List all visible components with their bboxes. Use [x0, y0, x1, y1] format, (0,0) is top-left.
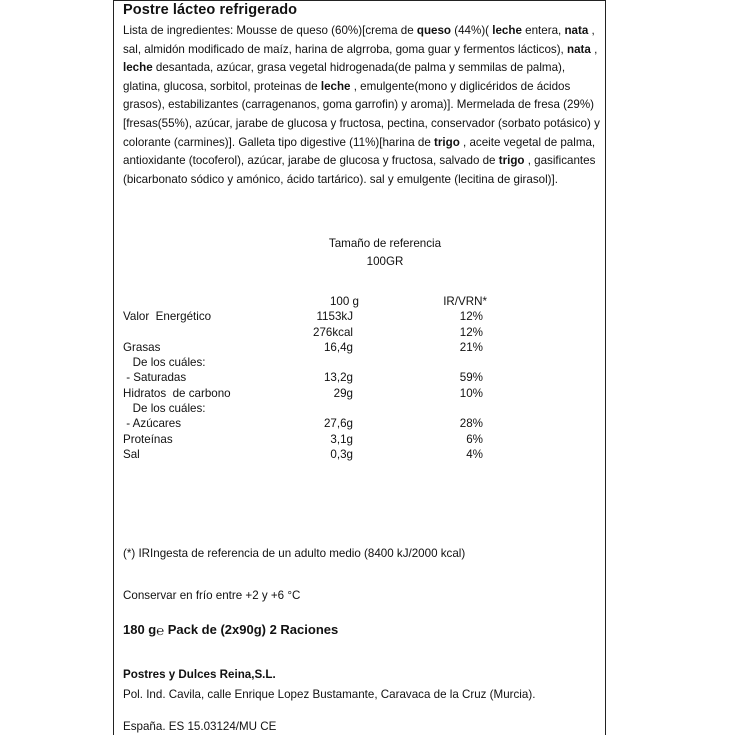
nutrient-amount: 13,2g: [323, 371, 353, 385]
allergen-highlight: nata: [567, 42, 591, 56]
reference-size-label: Tamaño de referencia: [328, 237, 442, 250]
nutrient-ir: 12%: [459, 310, 483, 324]
nutrient-name: De los cuáles:: [123, 402, 206, 416]
nutrition-row: [123, 309, 483, 324]
estimated-sign-icon: ℮: [156, 623, 165, 638]
pack-info: [123, 622, 338, 638]
reference-size-value: 100GR: [366, 255, 404, 268]
nutrient-amount: 1153kJ: [316, 310, 353, 324]
nutrient-name: - Saturadas: [123, 371, 187, 385]
nutrient-name: - Azúcares: [123, 417, 181, 431]
company-address: Pol. Ind. Cavila, calle Enrique Lopez Bustamante, Caravaca de la Cruz (Murcia).: [123, 688, 536, 701]
ingredient-text: , sal, almidón modificado de maíz, harina de algrroba, goma guar y fermentos lácticos),: [123, 24, 595, 56]
company-name: Postres y Dulces Reina,S.L.: [123, 668, 276, 681]
nutrition-row: [123, 370, 483, 385]
nutrient-name: Proteínas: [123, 432, 173, 446]
nutrition-header-per100: 100 g: [329, 295, 359, 308]
nutrient-name: Hidratos de carbono: [123, 386, 231, 400]
ingredient-text: , emulgente(mono y diglicéridos de ácidos grasos), estabilizantes (carragenanos, goma garrofin) y aroma)]. Mermelada de fresa (29%)[fresas(55%), azúcar, jarabe de glucosa y fructosa, pectina, conservador (sorbato potásico) y colorante (carmines)]. Galleta tipo digestive (11%)[harina de: [123, 79, 600, 149]
nutrient-ir: 6%: [466, 432, 483, 446]
allergen-highlight: leche: [123, 61, 153, 75]
nutrient-name: De los cuáles:: [123, 356, 206, 370]
nutrient-amount: 3,1g: [330, 432, 353, 446]
nutrition-table: [123, 294, 487, 462]
ingredient-text: desantada, azúcar, grasa vegetal hidrogenada(de palma y semmilas de palma), glatina, glucosa, sorbitol, proteinas de: [123, 61, 566, 93]
allergen-highlight: queso: [416, 24, 452, 37]
pack-description: Pack de (2x90g) 2 Raciones: [167, 622, 339, 637]
allergen-highlight: nata: [564, 24, 589, 37]
ingredients-list: [123, 22, 603, 189]
nutrient-name: Valor Energético: [123, 310, 212, 324]
nutrient-amount: 0,3g: [330, 447, 353, 461]
ingredient-text: Lista de ingredientes: Mousse de queso (60%)[crema de: [123, 24, 417, 37]
allergen-highlight: leche: [320, 79, 351, 93]
nutrition-row: [123, 447, 483, 462]
nutrient-ir: 21%: [459, 340, 483, 354]
nutrient-name: Sal: [123, 447, 140, 461]
nutrient-amount: 276kcal: [313, 325, 353, 339]
ingredient-text: , gasificantes (bicarbonato sódico y amónico, ácido tartárico). sal y emulgente (lecitina de girasol)].: [123, 154, 596, 186]
nutrition-row: [123, 340, 483, 355]
nutrient-name: Grasas: [123, 340, 161, 354]
nutrition-header-ir: IR/VRN*: [443, 295, 487, 308]
nutrition-row: [123, 432, 483, 447]
nutrient-ir: 12%: [459, 325, 483, 339]
nutrient-amount: 29g: [333, 386, 353, 400]
ingredient-text: entera,: [521, 24, 565, 37]
nutrient-amount: 27,6g: [323, 417, 353, 431]
allergen-highlight: leche: [492, 24, 522, 37]
reference-size: [300, 235, 470, 271]
ingredient-text: ,: [590, 42, 598, 56]
nutrition-row: [123, 386, 483, 401]
nutrition-header: [123, 294, 487, 309]
net-weight: 180 g: [123, 622, 157, 637]
nutrient-amount: 16,4g: [323, 340, 353, 354]
nutrient-ir: 28%: [459, 417, 483, 431]
ingredient-text: , aceite vegetal de palma, antioxidante (tocoferol), azúcar, jarabe de glucosa y fructosa, salvado de: [123, 135, 596, 168]
nutrient-ir: 4%: [466, 447, 483, 461]
nutrient-ir: 59%: [459, 371, 483, 385]
nutrition-row: [123, 416, 483, 431]
reference-intake-note: (*) IRIngesta de referencia de un adulto medio (8400 kJ/2000 kcal): [123, 547, 466, 560]
origin-registry: España. ES 15.03124/MU CE: [123, 720, 277, 733]
product-title: Postre lácteo refrigerado: [123, 2, 298, 18]
nutrition-row: [123, 325, 483, 340]
nutrition-row: [123, 401, 483, 416]
nutrient-ir: 10%: [459, 386, 483, 400]
allergen-highlight: trigo: [434, 135, 460, 149]
storage-instructions: Conservar en frío entre +2 y +6 °C: [123, 589, 301, 602]
allergen-highlight: trigo: [498, 154, 525, 168]
nutrition-row: [123, 355, 483, 370]
ingredient-text: (44%)(: [451, 24, 493, 37]
